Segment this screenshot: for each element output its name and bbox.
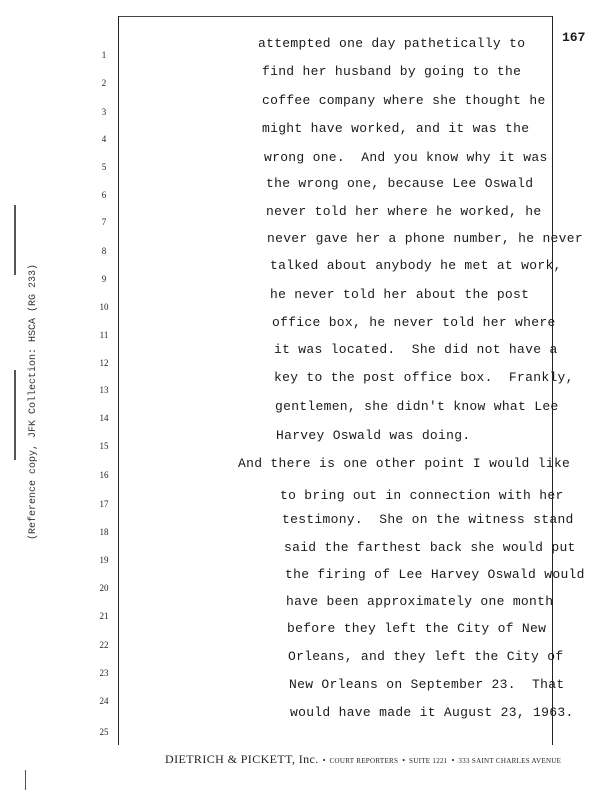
transcript-line: said the farthest back she would put [284,540,576,555]
transcript-line: find her husband by going to the [262,64,522,79]
footer-role: COURT REPORTERS [329,757,399,765]
transcript-line: office box, he never told her where [272,315,556,330]
scan-artifact [14,370,16,460]
line-number: 16 [99,470,109,480]
reporter-footer [165,752,585,767]
transcript-line: Orleans, and they left the City of [288,649,564,664]
archive-reference-stamp: (Reference copy, JFK Collection: HSCA (RG 233) [28,263,39,540]
page-number: 167 [562,30,586,45]
line-number: 11 [99,330,109,340]
transcript-line: might have worked, and it was the [262,121,530,136]
transcript-line: key to the post office box. Frankly, [274,370,574,385]
line-number: 24 [99,696,109,706]
transcript-line: talked about anybody he met at work, [270,258,562,273]
line-number: 15 [99,441,109,451]
line-number: 25 [99,727,109,737]
footer-address: 333 SAINT CHARLES AVENUE [458,757,562,765]
line-number: 23 [99,668,109,678]
line-number: 4 [101,134,107,144]
footer-separator: • [322,756,326,765]
line-number: 20 [99,583,109,593]
transcript-line: New Orleans on September 23. That [289,677,565,692]
transcript-line: testimony. She on the witness stand [282,512,574,527]
transcript-line: never told her where he worked, he [266,204,542,219]
footer-suite: SUITE 1221 [409,757,448,765]
line-number: 21 [99,611,109,621]
line-number: 13 [99,385,109,395]
line-number: 14 [99,413,109,423]
transcript-line: never gave her a phone number, he never [267,231,583,246]
line-number: 2 [101,78,107,88]
transcript-line: the firing of Lee Harvey Oswald would [285,567,585,582]
transcript-line: before they left the City of New [287,621,547,636]
footer-company: DIETRICH & PICKETT, Inc. [165,752,319,766]
line-number: 22 [99,640,109,650]
transcript-line: coffee company where she thought he [262,93,546,108]
transcript-line: have been approximately one month [286,594,554,609]
line-number: 6 [101,190,107,200]
line-number: 19 [99,555,109,565]
line-number: 17 [99,499,109,509]
line-number: 1 [101,50,107,60]
line-number: 7 [101,217,107,227]
transcript-line: it was located. She did not have a [274,342,558,357]
transcript-line: wrong one. And you know why it was [264,150,548,165]
transcript-line: gentlemen, she didn't know what Lee [275,399,559,414]
footer-separator: • [402,756,406,765]
line-number: 18 [99,527,109,537]
line-number: 12 [99,358,109,368]
transcript-line: the wrong one, because Lee Oswald [266,176,534,191]
line-number: 10 [99,302,109,312]
scan-artifact [14,205,16,275]
transcript-line: he never told her about the post [270,287,530,302]
transcript-line: would have made it August 23, 1963. [290,705,574,720]
line-number: 8 [101,246,107,256]
transcript-line: attempted one day pathetically to [258,36,526,51]
line-number: 3 [101,107,107,117]
line-number: 9 [101,274,107,284]
transcript-line: Harvey Oswald was doing. [276,428,471,443]
footer-separator: • [451,756,455,765]
line-number: 5 [101,162,107,172]
transcript-line: And there is one other point I would like [238,456,571,471]
transcript-line: to bring out in connection with her [280,488,564,503]
scan-artifact [25,770,26,790]
